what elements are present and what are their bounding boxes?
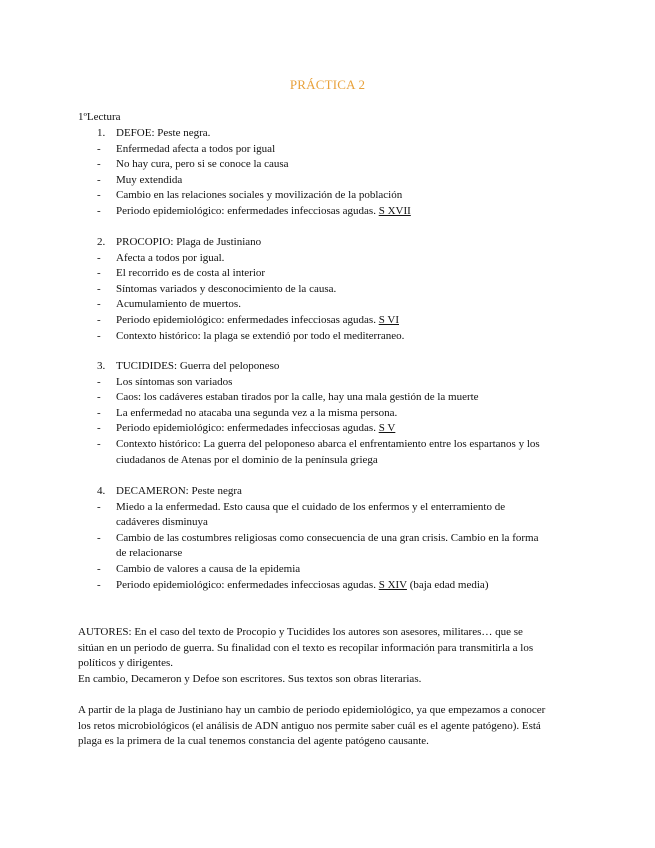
list-item (116, 157, 289, 171)
page-title: PRÁCTICA 2 (289, 77, 366, 92)
section-number: 1. (97, 127, 106, 139)
list-item-text: Periodo epidemiológico: enfermedades infecciosas agudas. (116, 422, 379, 435)
list-item (116, 329, 404, 343)
paragraph-line: plaga es la primera de la cual tenemos constancia del agente patógeno causante. (78, 735, 429, 748)
list-item-text: Cambio en las relaciones sociales y movilización de la población (116, 189, 403, 202)
section-heading: DECAMERON: Peste negra (116, 485, 242, 497)
list-item-text: Contexto histórico: La guerra del peloponeso abarca el enfrentamiento entre los espartanos y los (116, 438, 540, 450)
bullet-dash: - (97, 298, 101, 311)
bullet-dash: - (97, 189, 101, 202)
lectura-label: 1ºLectura (78, 111, 121, 123)
bullet-dash: - (97, 314, 101, 326)
paragraph-line: políticos y dirigentes. (78, 657, 174, 670)
list-item (116, 562, 300, 576)
list-item-text: Cambio de las costumbres religiosas como consecuencia de una gran crisis. Cambio en la forma (116, 531, 539, 544)
bullet-dash: - (97, 391, 101, 404)
bullet-dash: - (97, 531, 101, 544)
list-item-text: Síntomas variados y desconocimiento de la causa. (116, 282, 337, 295)
section-number: 3. (97, 360, 106, 372)
paragraph-line: sitúan en un periodo de guerra. Su finalidad con el texto es recopilar información para transmitirla a los (78, 641, 534, 654)
list-item (116, 437, 540, 451)
paragraph-line: los retos microbiológicos (el análisis de ADN antiguo nos permite saber cuál es el agente patógeno). Está (78, 719, 541, 732)
bullet-dash: - (97, 375, 101, 388)
list-item (116, 313, 399, 327)
list-item-text: Miedo a la enfermedad. Esto causa que el cuidado de los enfermos y el enterramiento de (116, 500, 506, 513)
list-item (116, 142, 275, 156)
century-label: S XVII (378, 205, 411, 217)
bullet-dash: - (97, 142, 101, 155)
list-item-suffix: (baja edad media) (406, 578, 489, 591)
list-item (116, 297, 241, 311)
bullet-dash: - (97, 158, 101, 171)
list-item (116, 266, 265, 280)
bullet-dash: - (97, 422, 101, 435)
list-item-continuation: cadáveres disminuya (116, 516, 208, 529)
list-item-text: La enfermedad no atacaba una segunda vez a la misma persona. (116, 406, 398, 419)
list-item-continuation: ciudadanos de Atenas por el dominio de la península griega (116, 453, 378, 466)
list-item-text: Acumulamiento de muertos. (116, 298, 241, 311)
list-item-text: El recorrido es de costa al interior (116, 267, 266, 280)
bullet-dash: - (97, 329, 101, 342)
list-item (116, 173, 182, 187)
list-item-text: Caos: los cadáveres estaban tirados por la calle, hay una mala gestión de la muerte (116, 391, 479, 404)
list-item (116, 531, 538, 545)
list-item-text: Periodo epidemiológico: enfermedades infecciosas agudas. (116, 578, 379, 591)
bullet-dash: - (97, 578, 101, 591)
paragraph-line: AUTORES: En el caso del texto de Procopio y Tucidides los autores son asesores, militares… que se (78, 626, 523, 638)
century-label: S XIV (378, 578, 407, 591)
century-label: S V (378, 422, 396, 435)
bullet-dash: - (97, 563, 101, 575)
bullet-dash: - (97, 173, 101, 186)
list-item (116, 500, 505, 514)
list-item (116, 421, 395, 435)
bullet-dash: - (97, 251, 101, 264)
paragraph-line: En cambio, Decameron y Defoe son escritores. Sus textos son obras literarias. (78, 672, 422, 685)
bullet-dash: - (97, 500, 101, 513)
bullet-dash: - (97, 438, 101, 450)
list-item (116, 375, 232, 389)
century-label: S VI (378, 314, 399, 326)
bullet-dash: - (97, 406, 101, 419)
list-item (116, 251, 224, 265)
section-number: 2. (97, 236, 106, 248)
list-item-text: Muy extendida (116, 173, 183, 186)
section-number: 4. (97, 485, 106, 497)
bullet-dash: - (97, 267, 101, 280)
list-item-text: Periodo epidemiológico: enfermedades infecciosas agudas. (116, 314, 379, 326)
list-item (116, 188, 402, 202)
list-item (116, 390, 479, 404)
list-item (116, 578, 488, 592)
list-item-text: Enfermedad afecta a todos por igual (116, 142, 276, 155)
list-item (116, 204, 411, 218)
section-heading: PROCOPIO: Plaga de Justiniano (116, 236, 262, 248)
list-item-text: Afecta a todos por igual. (116, 251, 225, 264)
section-heading: DEFOE: Peste negra. (116, 127, 211, 139)
list-item-text: Contexto histórico: la plaga se extendió por todo el mediterraneo. (116, 329, 405, 342)
paragraph-line: A partir de la plaga de Justiniano hay un cambio de periodo epidemiológico, ya que empezamos a conocer (78, 704, 546, 716)
list-item-text: Cambio de valores a causa de la epidemia (116, 563, 301, 575)
list-item-text: No hay cura, pero si se conoce la causa (116, 158, 289, 171)
list-item-text: Periodo epidemiológico: enfermedades infecciosas agudas. (116, 205, 379, 217)
list-item (116, 406, 397, 420)
list-item-continuation: de relacionarse (116, 547, 183, 560)
bullet-dash: - (97, 205, 101, 217)
list-item-text: Los síntomas son variados (116, 375, 233, 388)
section-heading: TUCIDIDES: Guerra del peloponeso (116, 360, 280, 372)
bullet-dash: - (97, 282, 101, 295)
list-item (116, 282, 336, 296)
